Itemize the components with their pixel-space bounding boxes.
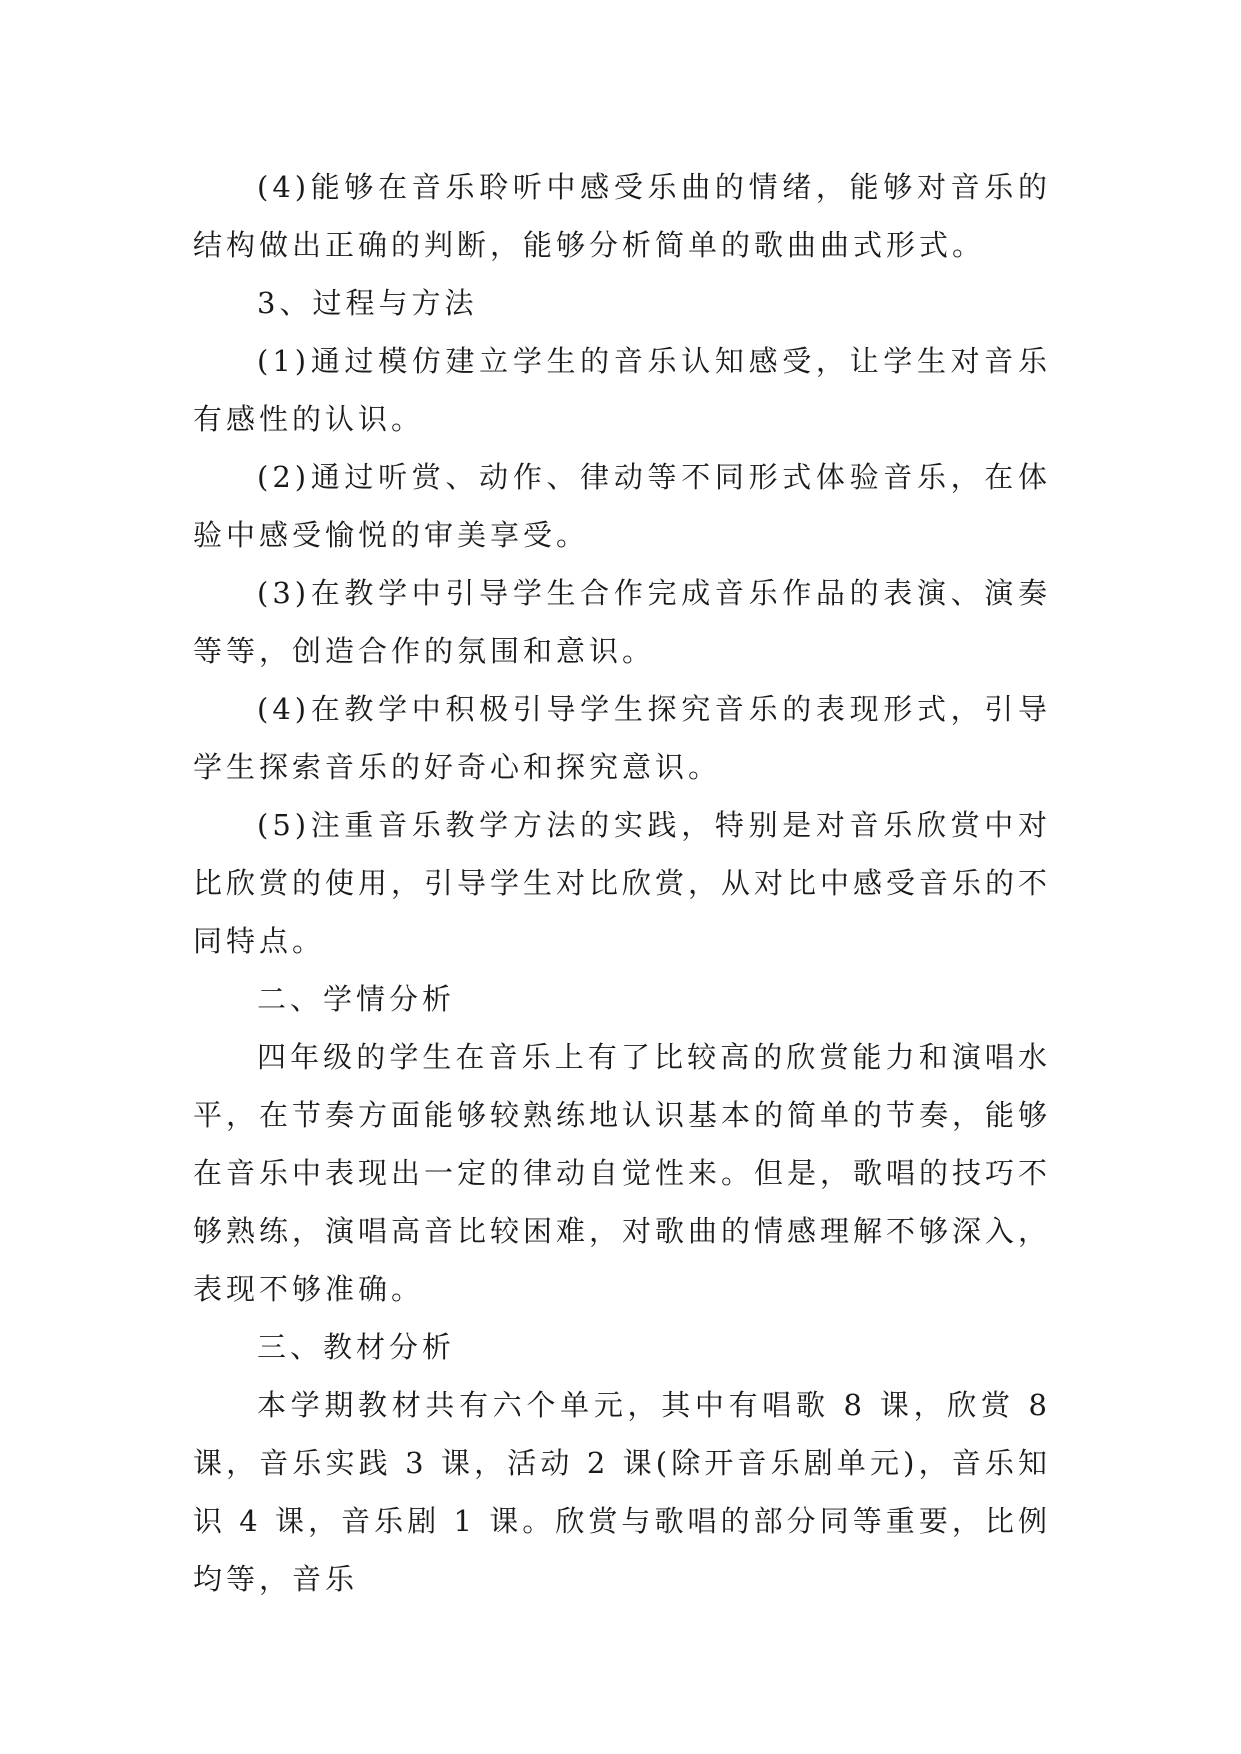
paragraph-method-3: (3)在教学中引导学生合作完成音乐作品的表演、演奏等等，创造合作的氛围和意识。 — [193, 576, 1051, 668]
paragraph-method-4: (4)在教学中积极引导学生探究音乐的表现形式，引导学生探索音乐的好奇心和探究意识。 — [193, 692, 1051, 784]
document-body — [193, 158, 1051, 1608]
paragraph-student-analysis: 四年级的学生在音乐上有了比较高的欣赏能力和演唱水平，在节奏方面能够较熟练地认识基本的简单的节奏，能够在音乐中表现出一定的律动自觉性来。但是，歌唱的技巧不够熟练，演唱高音比较困难，对歌曲的情感理解不够深入，表现不够准确。 — [193, 1040, 1052, 1306]
section-heading-textbook-analysis: 三、教材分析 — [257, 1330, 456, 1364]
paragraph-textbook-analysis: 本学期教材共有六个单元，其中有唱歌 8 课，欣赏 8 课，音乐实践 3 课，活动 2 课(除开音乐剧单元)，音乐知识 4 课，音乐剧 1 课。欣赏与歌唱的部分同等重要，比例均等，音乐 — [193, 1388, 1051, 1596]
section-heading-student-analysis: 二、学情分析 — [257, 982, 456, 1016]
paragraph-goal-4: (4)能够在音乐聆听中感受乐曲的情绪，能够对音乐的结构做出正确的判断，能够分析简单的歌曲曲式形式。 — [193, 170, 1051, 262]
section-heading-process-method: 3、过程与方法 — [257, 286, 478, 320]
paragraph-method-1: (1)通过模仿建立学生的音乐认知感受，让学生对音乐有感性的认识。 — [193, 344, 1051, 436]
paragraph-method-2: (2)通过听赏、动作、律动等不同形式体验音乐，在体验中感受愉悦的审美享受。 — [193, 460, 1051, 552]
paragraph-method-5: (5)注重音乐教学方法的实践，特别是对音乐欣赏中对比欣赏的使用，引导学生对比欣赏，从对比中感受音乐的不同特点。 — [193, 808, 1052, 958]
